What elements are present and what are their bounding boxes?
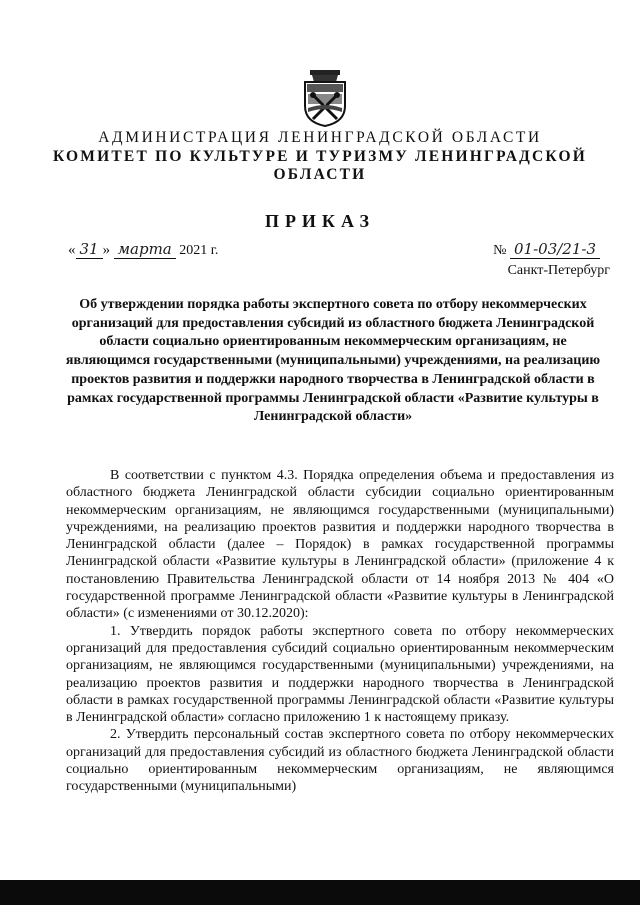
date-day: 31 [76,240,103,259]
paragraph-preamble: В соответствии с пунктом 4.3. Порядка определения объема и предоставления из областного бюджета Ленинградской области субсидии социально ориентированным некоммерческим организациям, не являющимся государственными (муниципальными) учреждениями, на реализацию проектов развития и поддержки народного творчества в Ленинградской области (далее – Порядок) в рамках государственной программы Ленинградской области «Развитие культуры в Ленинградской области» (приложение 4 к постановлению Правительства Ленинградской области от 14 ноября 2013 № 404 «О государственной программе Ленинградской области «Развитие культуры в Ленинградской области» (с изменениями от 30.12.2020): [66,468,614,622]
date-month: марта [114,240,176,259]
paragraph-item-2: 2. Утвердить персональный состав экспертного совета по отбору некоммерческих организаций для предоставления субсидий из областного бюджета Ленинградской области социально ориентированным некоммерческим организациям, не являющимся государственными (муниципальными) [66,727,614,795]
org-name-line-3: ОБЛАСТИ [273,166,367,183]
org-name-line-2: КОМИТЕТ ПО КУЛЬТУРЕ И ТУРИЗМУ ЛЕНИНГРАДСКОЙ [52,148,587,165]
city: Санкт-Петербург [507,263,610,278]
date-year: 2021 г. [179,243,219,258]
scan-bottom-border [0,880,640,905]
order-title: ПРИКАЗ [264,211,376,231]
number-prefix: № [493,243,507,258]
order-number [493,240,600,259]
order-body [66,467,614,796]
order-date: « 31 » марта 2021 г. [68,240,219,258]
paragraph-item-1: 1. Утвердить порядок работы экспертного совета по отбору некоммерческих организаций для предоставления субсидий социально ориентированным некоммерческим организациям, не являющимся государственными (муниципальными) учреждениями, на реализацию проектов развития и поддержки народного творчества в Ленинградской области в рамках государственной программы Ленинградской области «Развитие культуры в Ленинградской области» согласно приложению 1 к настоящему приказу. [66,623,614,726]
coat-of-arms-icon [300,68,350,128]
number-value: 01-03/21-3 [510,240,600,259]
org-name-line-1: АДМИНИСТРАЦИЯ ЛЕНИНГРАДСКОЙ ОБЛАСТИ [98,129,542,146]
order-subject: Об утверждении порядка работы экспертного совета по отбору некоммерческих организаций для предоставления субсидий из областного бюджета Ленинградской области социально ориентированным некоммерческим организациям, не являющимся государственными (муниципальными) учреждениями, на реализацию проектов развития и поддержки народного творчества в Ленинградской области в рамках государственной программы Ленинградской области «Развитие культуры в Ленинградской области» [65,297,601,425]
